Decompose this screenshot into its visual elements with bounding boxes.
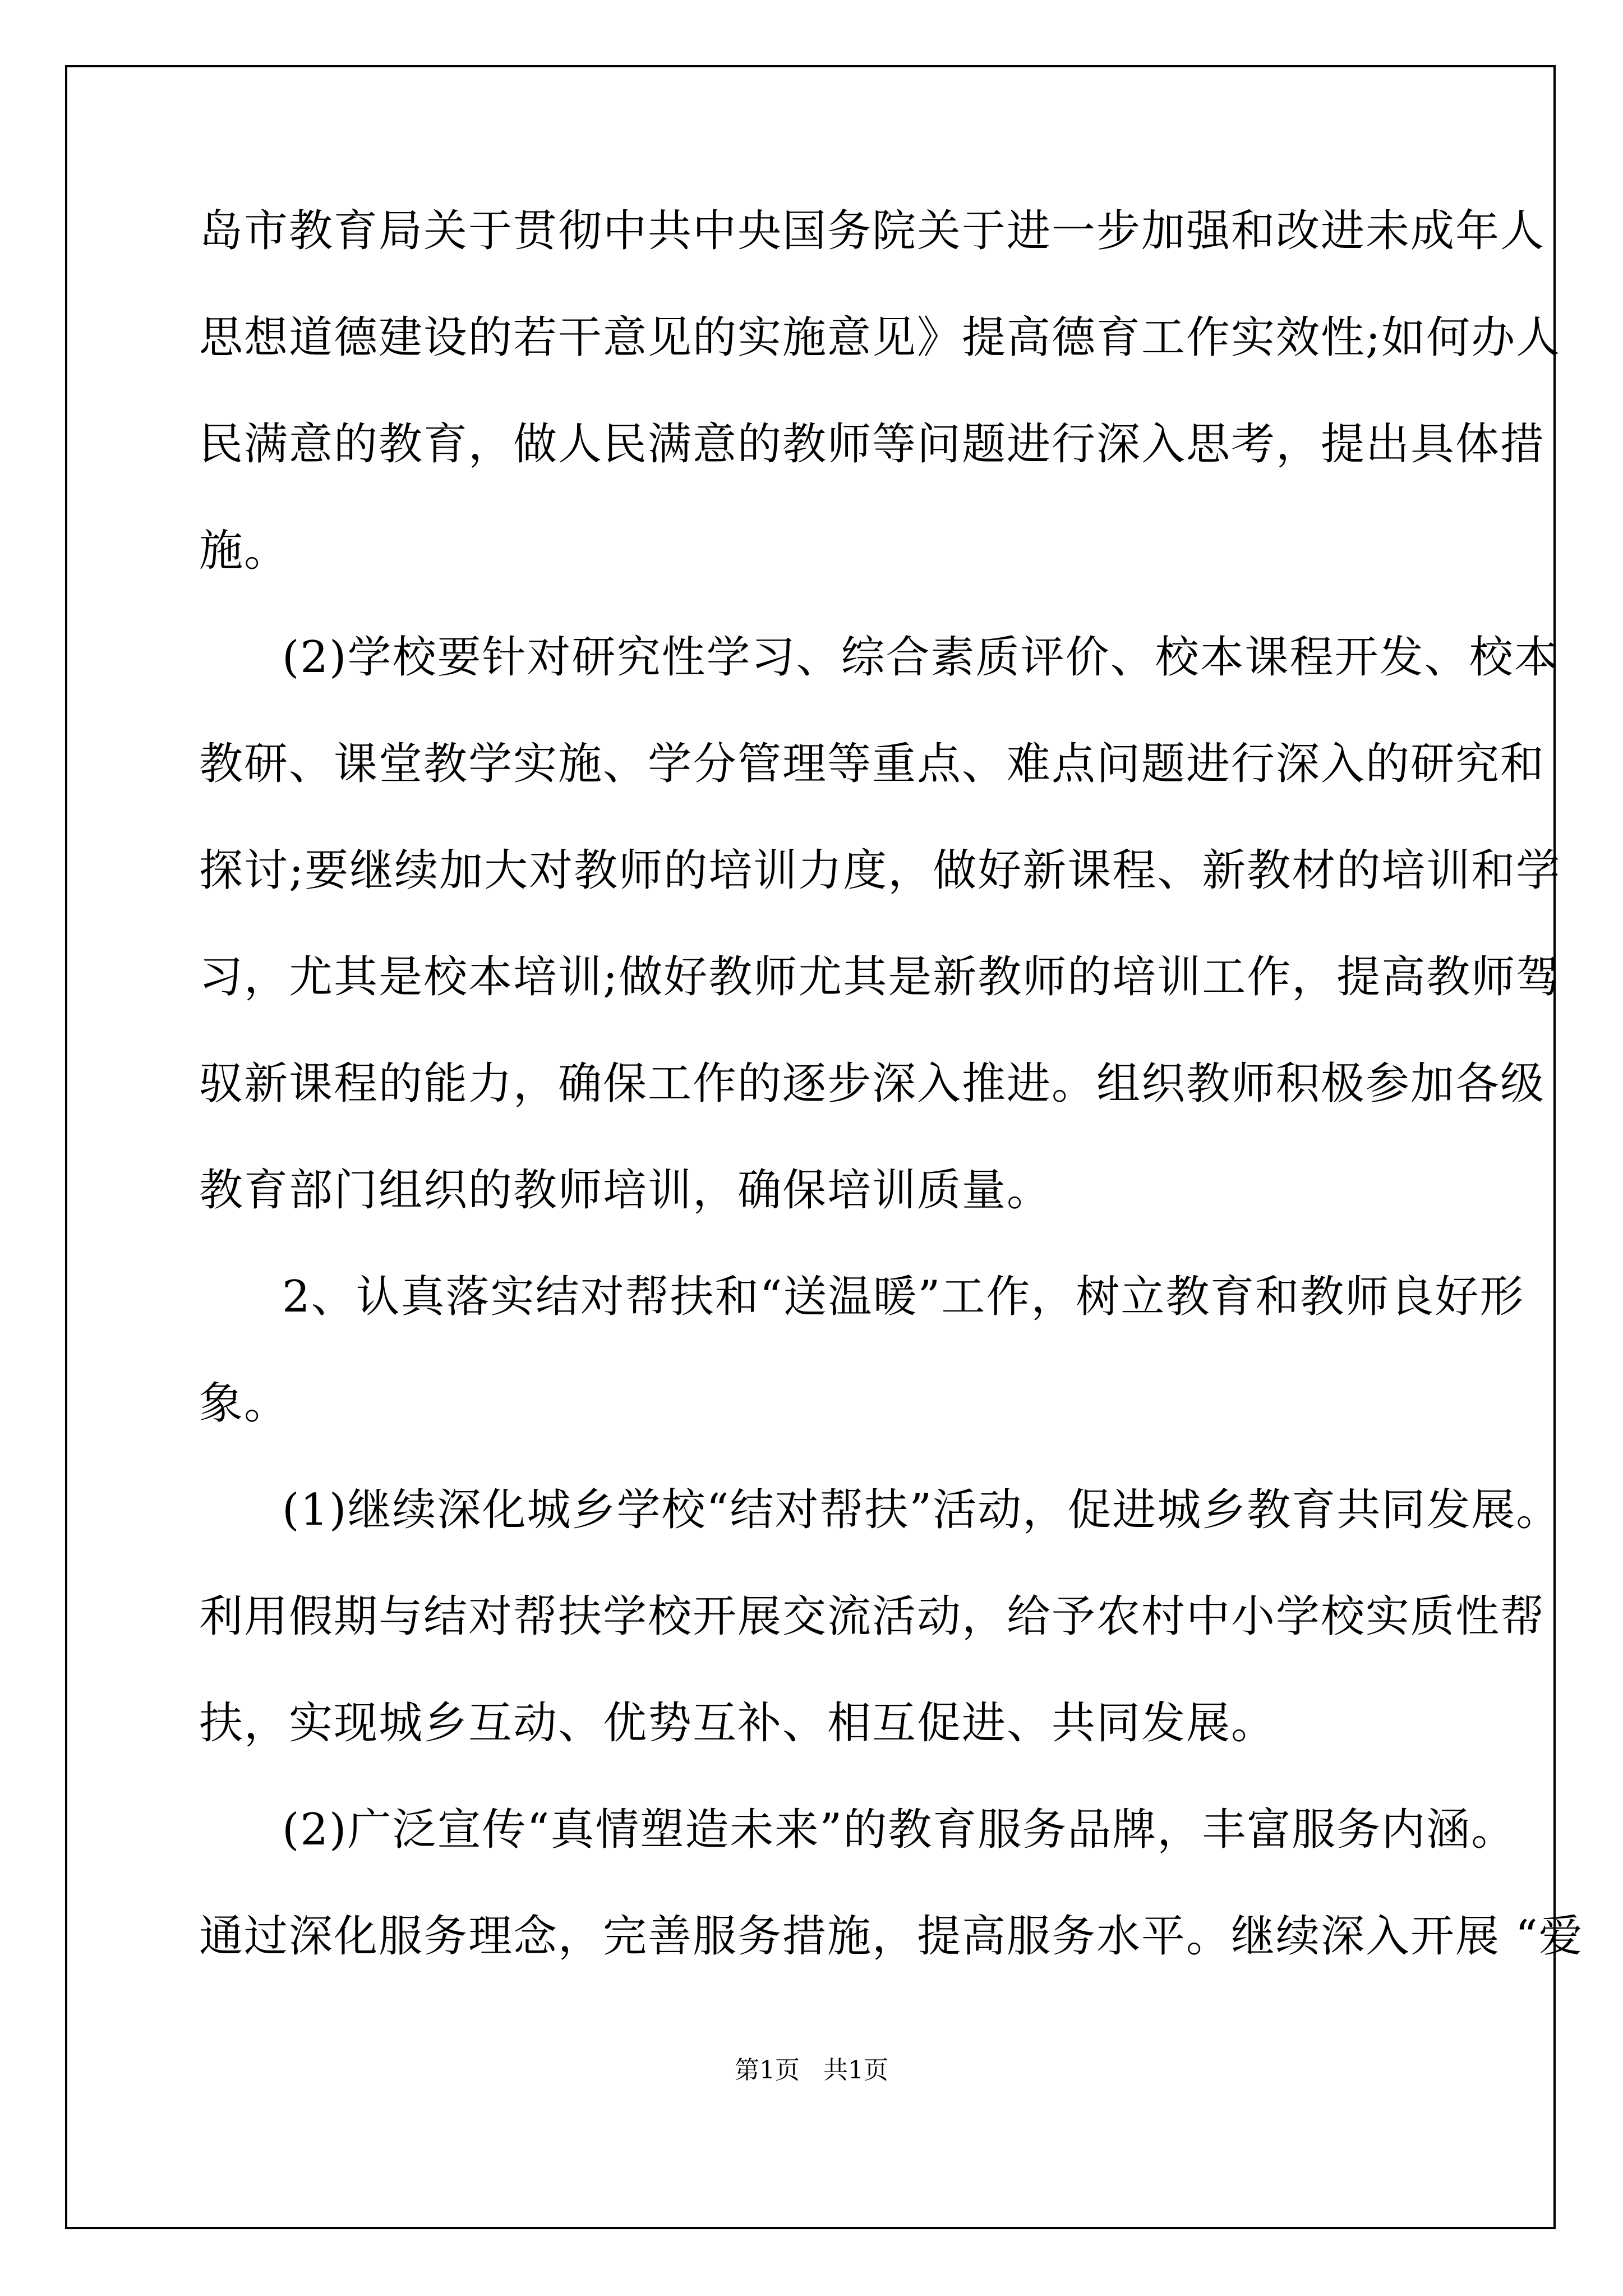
paragraph-first-line: (2)广泛宣传“真情塑造未来”的教育服务品牌，丰富服务内涵。: [282, 1805, 1516, 1855]
text-line: 岛市教育局关于贯彻中共中央国务院关于进一步加强和改进未成年人: [199, 206, 1546, 256]
text-line: 探讨;要继续加大对教师的培训力度，做好新课程、新教材的培训和学: [199, 845, 1561, 896]
text-line: 教育部门组织的教师培训，确保培训质量。: [199, 1165, 1052, 1216]
text-line: 驭新课程的能力，确保工作的逐步深入推进。组织教师积极参加各级: [199, 1059, 1546, 1109]
text-line: 教研、课堂教学实施、学分管理等重点、难点问题进行深入的研究和: [199, 739, 1546, 789]
text-line: 利用假期与结对帮扶学校开展交流活动，给予农村中小学校实质性帮: [199, 1591, 1546, 1642]
text-line: 施。: [199, 526, 289, 576]
text-line: 思想道德建设的若干意见的实施意见》提高德育工作实效性;如何办人: [199, 312, 1561, 363]
text-line: 民满意的教育，做人民满意的教师等问题进行深入思考，提出具体措: [199, 419, 1546, 470]
document-body: [199, 205, 1584, 2017]
paragraph-first-line: 2、认真落实结对帮扶和“送温暖”工作，树立教育和教师良好形: [282, 1272, 1525, 1322]
text-line: 通过深化服务理念，完善服务措施，提高服务水平。继续深入开展 “爱: [199, 1911, 1584, 1962]
text-line: 象。: [199, 1378, 289, 1429]
paragraph-first-line: (2)学校要针对研究性学习、综合素质评价、校本课程开发、校本: [282, 632, 1559, 683]
page-footer: 第1页 共1页: [735, 2056, 888, 2085]
paragraph-first-line: (1)继续深化城乡学校“结对帮扶”活动，促进城乡教育共同发展。: [282, 1485, 1561, 1535]
text-line: 习，尤其是校本培训;做好教师尤其是新教师的培训工作，提高教师驾: [199, 952, 1561, 1002]
text-line: 扶，实现城乡互动、优势互补、相互促进、共同发展。: [199, 1698, 1276, 1749]
